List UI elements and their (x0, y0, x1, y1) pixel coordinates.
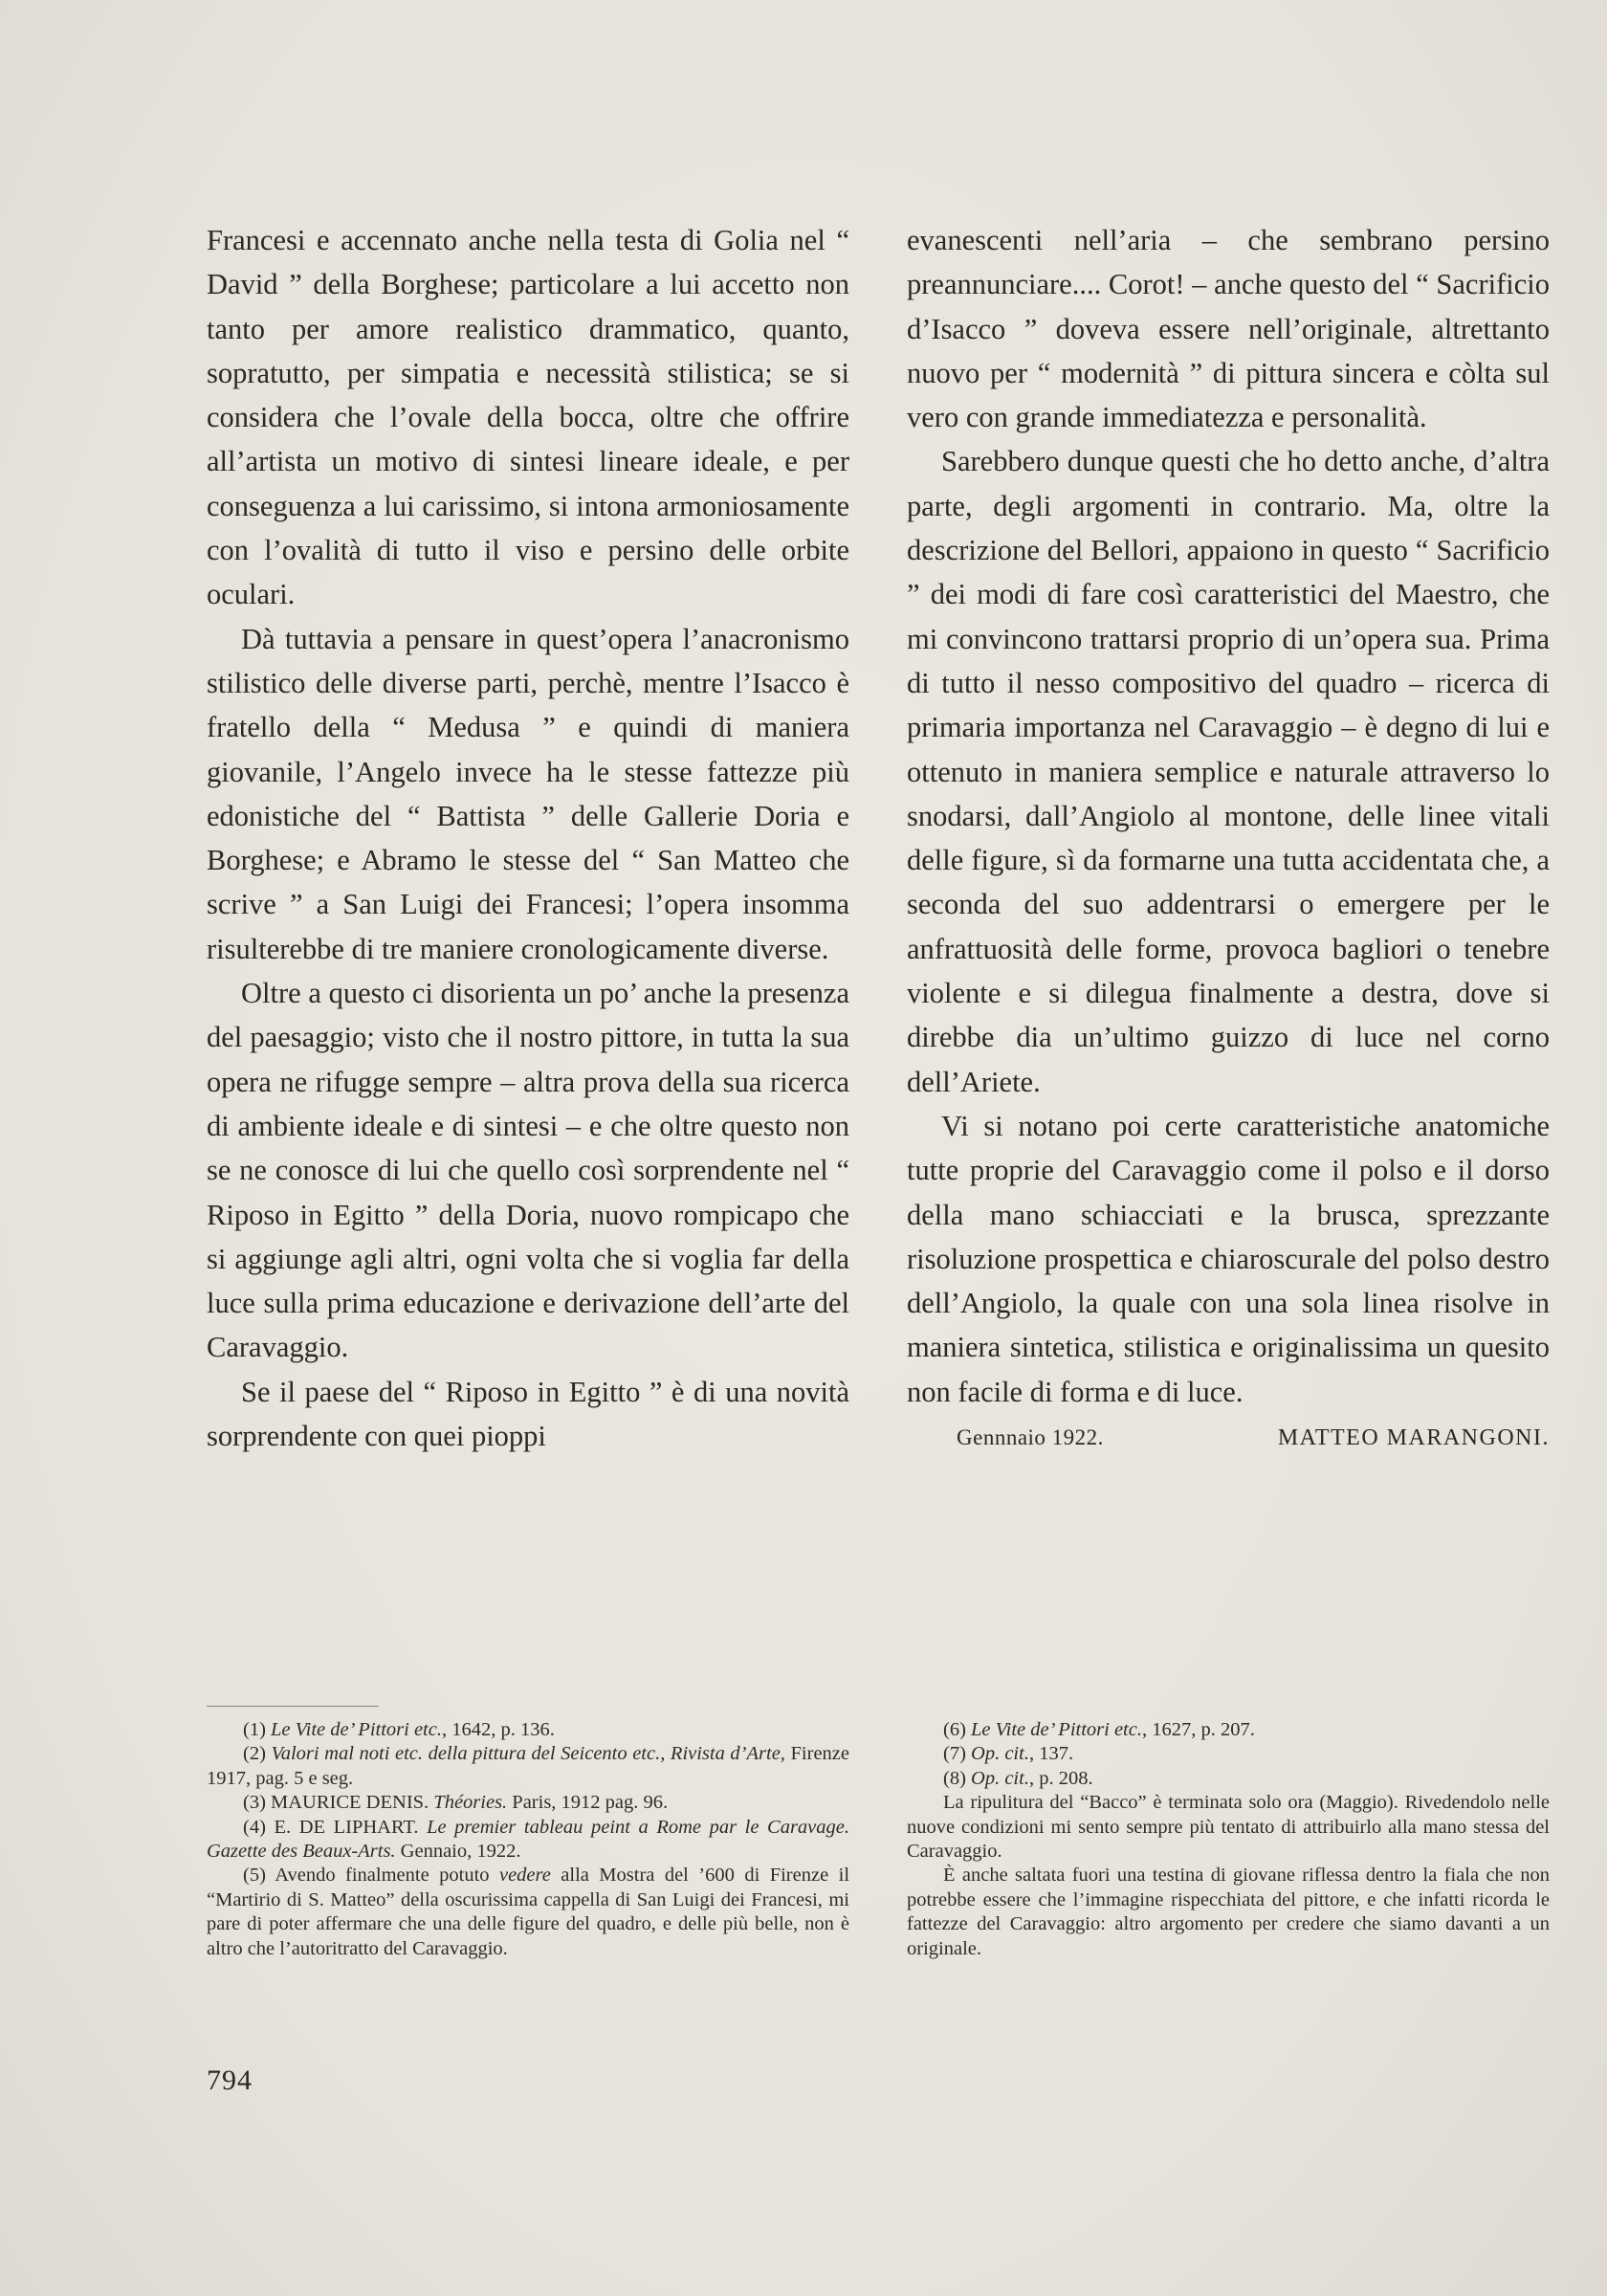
text-column-left (207, 218, 849, 1458)
signature-author: MATTEO MARANGONI. (1277, 1425, 1550, 1451)
footnote: (7) Op. cit., 137. (943, 1743, 1074, 1765)
footnotes-left (207, 1718, 849, 1961)
footnote: (5) Avendo finalmente potuto vedere alla Mostra del ’600 di Firenze il “Martirio di S. Matteo” della oscurissima cappella di San Luigi dei Francesi, mi pare di poter affermare che una delle figure del quadro, e delle più belle, non è altro che l’autoritratto del Caravaggio. (207, 1865, 850, 1959)
paragraph: Vi si notano poi certe caratteristiche anatomiche tutte proprie del Caravaggio come il polso e il dorso della mano schiacciati e la brusca, sprezzante risoluzione prospettica e chiaroscurale del polso destro dell’Angiolo, la quale con una sola linea risolve in maniera sintetica, stilistica e originalissima un quesito non facile di forma e di luce. (907, 1109, 1550, 1408)
signature-date: Gennnaio 1922. (957, 1425, 1104, 1450)
footnote: (6) Le Vite de’ Pittori etc., 1627, p. 207. (943, 1719, 1255, 1740)
footnote: La ripulitura del “Bacco” è terminata solo ora (Maggio). Rivedendolo nelle nuove condizioni mi sento sempre più tentato di attribuirlo alla mano stessa del Caravaggio. (907, 1792, 1550, 1863)
paragraph: Francesi e accennato anche nella testa di Golia nel “ David ” della Borghese; particolare a lui accetto non tanto per amore realistico drammatico, quanto, sopratutto, per simpatia e necessità stilistica; se si considera che l’ovale della bocca, oltre che offrire all’artista un motivo di sintesi lineare ideale, e per conseguenza a lui carissimo, si intona armoniosamente con l’ovalità di tutto il viso e persino delle orbite oculari. (207, 224, 849, 611)
page-number: 794 (207, 2064, 253, 2096)
footnotes-right (907, 1718, 1550, 1961)
paragraph: Dà tuttavia a pensare in quest’opera l’anacronismo stilistico delle diverse parti, perchè, mentre l’Isacco è fratello della “ Medusa ” e quindi di maniera giovanile, l’Angelo invece ha le stesse fattezze più edonistiche del “ Battista ” delle Gallerie Doria e Borghese; e Abramo le stesse del “ San Matteo che scrive ” a San Luigi dei Francesi; l’opera insomma risulterebbe di tre maniere cronologicamente diverse. (207, 622, 849, 965)
footnote: È anche saltata fuori una testina di giovane riflessa dentro la fiala che non potrebbe essere che l’immagine rispecchiata del pittore, e che infatti ricorda le fattezze del Caravaggio: altro argomento per credere che siamo davanti a un originale. (907, 1865, 1550, 1959)
footnote: (4) E. DE LIPHART. Le premier tableau peint a Rome par le Caravage. Gazette des Beaux-Arts. Gennaio, 1922. (207, 1816, 849, 1863)
footnote: (3) MAURICE DENIS. Théories. Paris, 1912 pag. 96. (243, 1792, 669, 1814)
footnote: (8) Op. cit., p. 208. (943, 1767, 1093, 1789)
text-column-right (907, 218, 1550, 1452)
signature-line (907, 1424, 1550, 1452)
footnote: (2) Valori mal noti etc. della pittura del Seicento etc., Rivista d’Arte, Firenze 1917, pag. 5 e seg. (207, 1743, 849, 1789)
footnote: (1) Le Vite de’ Pittori etc., 1642, p. 136. (243, 1719, 555, 1740)
footnote-divider (207, 1706, 379, 1707)
paragraph: Oltre a questo ci disorienta un po’ anche la presenza del paesaggio; visto che il nostro pittore, in tutta la sua opera ne rifugge sempre – altra prova della sua ricerca di ambiente ideale e di sintesi – e che oltre questo non se ne conosce di lui che quello così sorprendente nel “ Riposo in Egitto ” della Doria, nuovo rompicapo che si aggiunge agli altri, ogni volta che si voglia far della luce sulla prima educazione e derivazione dell’arte del Caravaggio. (207, 977, 849, 1364)
paragraph: Sarebbero dunque questi che ho detto anche, d’altra parte, degli argomenti in contrario. Ma, oltre la descrizione del Bellori, appaiono in questo “ Sacrificio ” dei modi di fare così caratteristici del Maestro, che mi convincono trattarsi proprio di un’opera sua. Prima di tutto il nesso compositivo del quadro – ricerca di primaria importanza nel Caravaggio – è degno di lui e ottenuto in maniera semplice e naturale attraverso lo snodarsi, dall’Angiolo al montone, delle linee vitali delle figure, sì da formarne una tutta accidentata che, a seconda del suo addentrarsi o emergere per le anfrattuosità delle forme, provoca bagliori o tenebre violente e si dilegua finalmente a destra, dove si direbbe dia un’ultimo guizzo di luce nel corno dell’Ariete. (907, 445, 1550, 1098)
paragraph: evanescenti nell’aria – che sembrano persino preannunciare.... Corot! – anche questo del “ Sacrificio d’Isacco ” doveva essere nell’originale, altrettanto nuovo per “ modernità ” di pittura sincera e còlta sul vero con grande immediatezza e personalità. (907, 224, 1550, 434)
paragraph: Se il paese del “ Riposo in Egitto ” è di una novità sorprendente con quei pioppi (207, 1375, 849, 1453)
